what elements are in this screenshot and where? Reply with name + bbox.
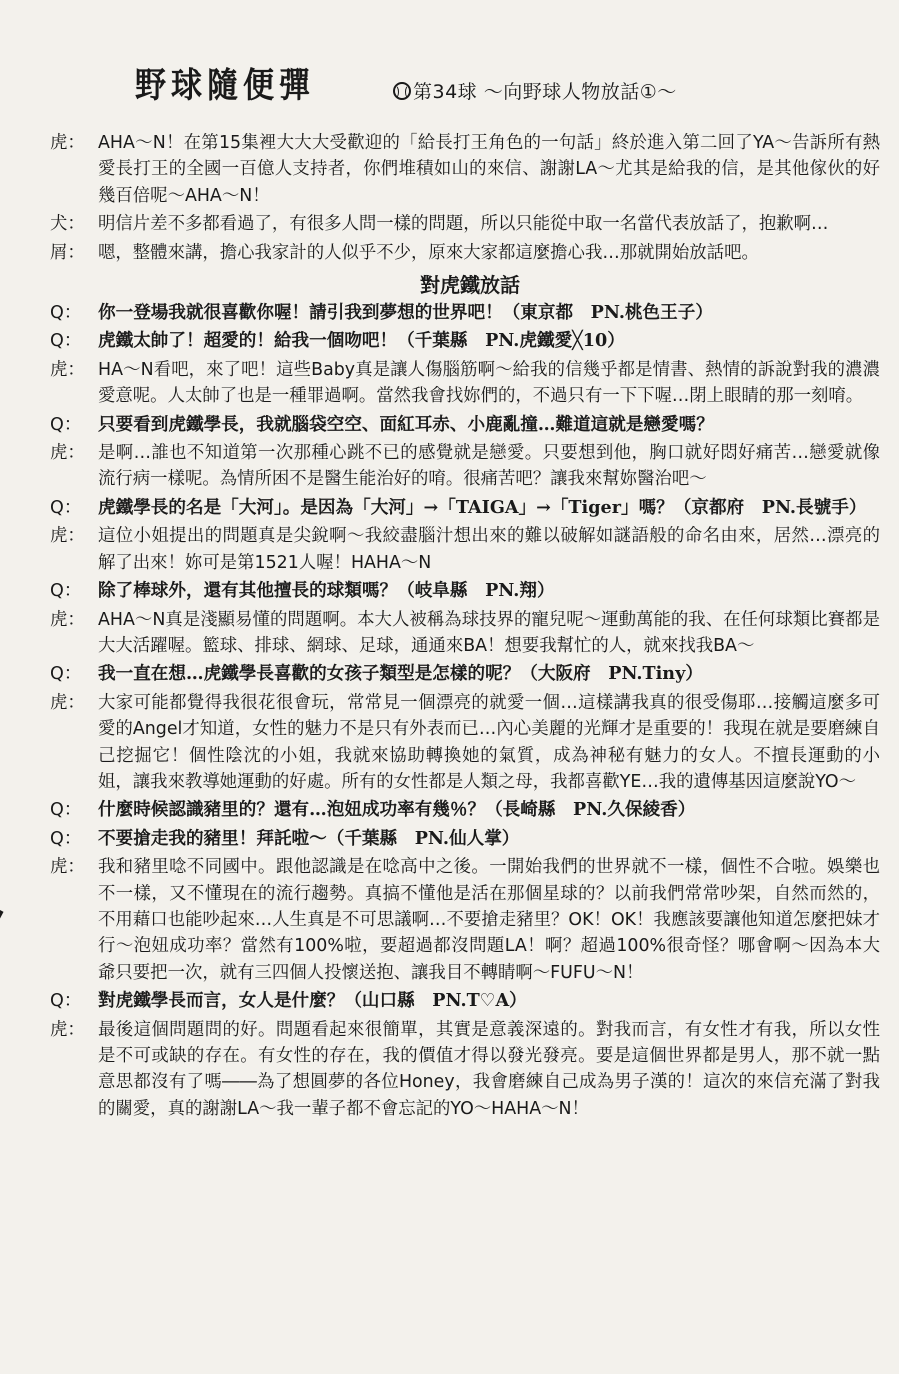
answer-entry bbox=[50, 690, 880, 796]
answer-entry bbox=[50, 130, 880, 209]
entry-text: 明信片差不多都看過了，有很多人問一樣的問題，所以只能從中取一名當代表放話了，抱歉啊… bbox=[98, 214, 829, 235]
baseball-icon bbox=[393, 82, 411, 100]
question-entry bbox=[50, 578, 880, 604]
answer-entry bbox=[50, 523, 880, 576]
speaker-label: Q： bbox=[50, 828, 82, 849]
margin-mark bbox=[0, 910, 14, 988]
question-entry bbox=[50, 797, 880, 823]
answer-entry bbox=[50, 854, 880, 986]
answer-entry bbox=[50, 240, 880, 266]
page-header bbox=[135, 62, 835, 106]
question-entry bbox=[50, 300, 880, 326]
qa-block bbox=[50, 300, 880, 1122]
entry-text: 你一登場我就很喜歡你喔！請引我到夢想的世界吧！（東京都 PN.桃色王子） bbox=[98, 302, 713, 324]
speaker-label: Q： bbox=[50, 303, 82, 324]
entry-text: 虎鐵學長的名是「大河」。是因為「大河」→「TAIGA」→「Tiger」嗎？（京都府 PN.長號手） bbox=[98, 496, 867, 518]
answer-entry bbox=[50, 211, 880, 237]
episode-title: 第34球 ～向野球人物放話①～ bbox=[413, 81, 677, 103]
speaker-label: 虎： bbox=[50, 692, 85, 713]
entry-text: 這位小姐提出的問題真是尖銳啊～我絞盡腦汁想出來的難以破解如謎語般的命名由來，居然…漂亮的解了出來！妳可是第1521人喔！HAHA～N bbox=[98, 526, 880, 573]
section-title: 對虎鐵放話 bbox=[420, 273, 520, 298]
speaker-label: Q： bbox=[50, 497, 82, 518]
speaker-label: Q： bbox=[50, 581, 82, 602]
entry-text: 除了棒球外，還有其他擅長的球類嗎？（岐阜縣 PN.翔） bbox=[98, 580, 555, 602]
question-entry bbox=[50, 826, 880, 852]
entry-text: AHA～N！在第15集裡大大大受歡迎的「給長打王角色的一句話」終於進入第二回了YA～告訴所有熱愛長打王的全國一百億人支持者，你們堆積如山的來信、謝謝LA～尤其是給我的信，是其他傢伙的好幾百倍呢～AHA～N！ bbox=[98, 133, 880, 206]
question-entry bbox=[50, 661, 880, 687]
entry-text: 嗯，整體來講，擔心我家計的人似乎不少，原來大家都這麼擔心我…那就開始放話吧。 bbox=[98, 242, 759, 263]
entry-text: 我一直在想…虎鐵學長喜歡的女孩子類型是怎樣的呢？（大阪府 PN.Tiny） bbox=[98, 663, 703, 685]
speaker-label: 犬： bbox=[50, 214, 85, 235]
speaker-label: Q： bbox=[50, 664, 82, 685]
entry-text: 我和豬里唸不同國中。跟他認識是在唸高中之後。一開始我們的世界就不一樣，個性不合啦。娛樂也不一樣，又不懂現在的流行趨勢。真搞不懂他是活在那個星球的？以前我們常常吵架，自然而然的，不用藉口也能吵起來…人生真是不可思議啊…不要搶走豬里？OK！OK！我應該要讓他知道怎麼把妹才行～泡妞成功率？當然有100%啦，要超過都沒問題LA！啊？超過100%很奇怪？哪會啊～因為本大爺只要把一次，就有三四個人投懷送抱、讓我目不轉睛啊～FUFU～N！ bbox=[98, 857, 880, 983]
speaker-label: 虎： bbox=[50, 526, 85, 547]
entry-text: 對虎鐵學長而言，女人是什麼？（山口縣 PN.T♡A） bbox=[98, 990, 527, 1012]
answer-entry bbox=[50, 440, 880, 493]
entry-text: 只要看到虎鐵學長，我就腦袋空空、面紅耳赤、小鹿亂撞…難道這就是戀愛嗎？ bbox=[98, 413, 714, 435]
entry-text: 最後這個問題問的好。問題看起來很簡單，其實是意義深遠的。對我而言，有女性才有我，所以女性是不可或缺的存在。有女性的存在，我的價值才得以發光發亮。要是這個世界都是男人，那不就一點意思都沒有了嗎――為了想圓夢的各位Honey，我會磨練自己成為男子漢的！這次的來信充滿了對我的關愛，真的謝謝LA～我一輩子都不會忘記的YO～HAHA～N！ bbox=[98, 1019, 880, 1119]
speaker-label: 虎： bbox=[50, 857, 85, 878]
speaker-label: Q： bbox=[50, 331, 82, 352]
entry-text: 是啊…誰也不知道第一次那種心跳不已的感覺就是戀愛。只要想到他，胸口就好悶好痛苦…戀愛就像流行病一樣呢。為情所困不是醫生能治好的唷。很痛苦吧？讓我來幫妳醫治吧～ bbox=[98, 443, 880, 490]
entry-text: AHA～N真是淺顯易懂的問題啊。本大人被稱為球技界的寵兒呢～運動萬能的我、在任何球類比賽都是大大活躍喔。籃球、排球、網球、足球，通通來BA！想要我幫忙的人，就來找我BA～ bbox=[98, 609, 880, 656]
question-entry bbox=[50, 328, 880, 354]
entry-text: 不要搶走我的豬里！拜託啦～（千葉縣 PN.仙人掌） bbox=[98, 827, 520, 849]
answer-entry bbox=[50, 357, 880, 410]
question-entry bbox=[50, 988, 880, 1014]
answer-entry bbox=[50, 607, 880, 660]
speaker-label: 屑： bbox=[50, 242, 85, 263]
entry-text: 大家可能都覺得我很花很會玩，常常見一個漂亮的就愛一個…這樣講我真的很受傷耶…接觸這麼多可愛的Angel才知道，女性的魅力不是只有外表而已…內心美麗的光輝才是重要的！我現在就是要磨練自己挖掘它！個性陰沈的小姐，我就來協助轉換她的氣質，成為神秘有魅力的女人。不擅長運動的小姐，讓我來教導她運動的好處。所有的女性都是人類之母，我都喜歡YE…我的遺傳基因這麼說YO～ bbox=[98, 692, 880, 792]
entry-text: 虎鐵太帥了！超愛的！給我一個吻吧！（千葉縣 PN.虎鐵愛╳10） bbox=[98, 330, 625, 352]
speaker-label: 虎： bbox=[50, 359, 85, 380]
speaker-label: Q： bbox=[50, 800, 82, 821]
speaker-label: 虎： bbox=[50, 609, 85, 630]
article-body bbox=[50, 130, 880, 1124]
entry-text: 什麼時候認識豬里的？還有…泡妞成功率有幾％？（長崎縣 PN.久保綾香） bbox=[98, 799, 696, 821]
entry-text: HA～N看吧，來了吧！這些Baby真是讓人傷腦筋啊～給我的信幾乎都是情書、熱情的訴說對我的濃濃愛意呢。人太帥了也是一種罪過啊。當然我會找妳們的，不過只有一下下喔…閉上眼睛的那一刻唷。 bbox=[98, 359, 880, 407]
speaker-label: Q： bbox=[50, 991, 82, 1012]
question-entry bbox=[50, 412, 880, 438]
speaker-label: Q： bbox=[50, 414, 82, 435]
intro-block bbox=[50, 130, 880, 266]
speaker-label: 虎： bbox=[50, 1019, 85, 1040]
question-entry bbox=[50, 495, 880, 521]
speaker-label: 虎： bbox=[50, 443, 85, 464]
answer-entry bbox=[50, 1017, 880, 1123]
speaker-label: 虎： bbox=[50, 133, 85, 153]
column-title: 野球隨便彈 bbox=[135, 65, 315, 106]
